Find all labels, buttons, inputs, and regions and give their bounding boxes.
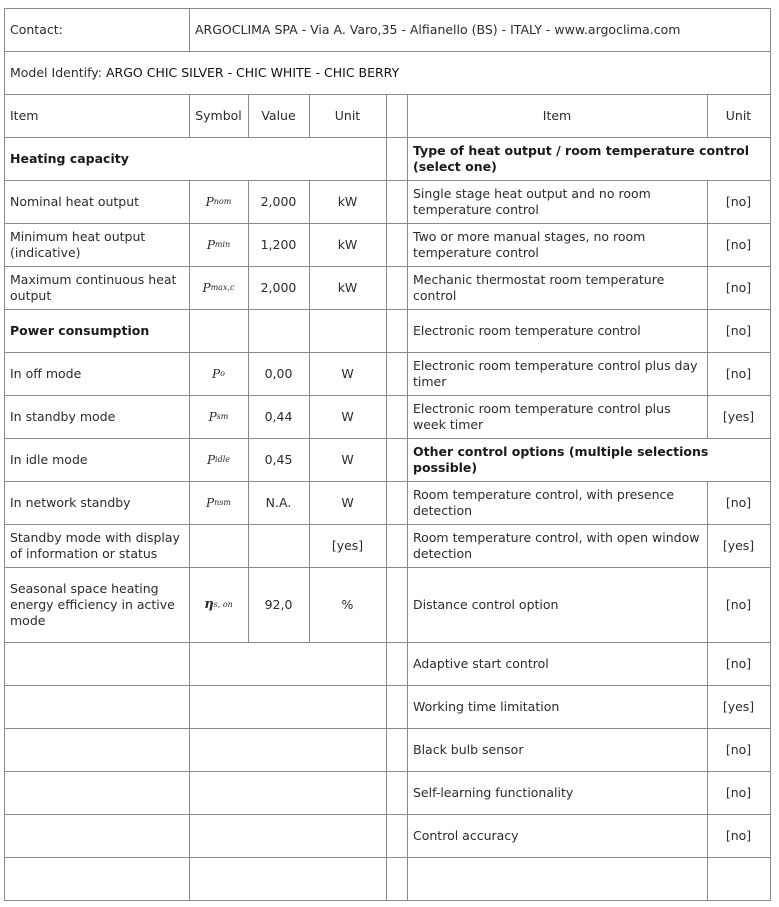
empty-cell xyxy=(189,857,387,901)
left-row-unit: W xyxy=(341,451,354,467)
spacer-cell xyxy=(386,524,408,568)
right-row-item: Room temperature control, with presence detection xyxy=(413,486,675,518)
left-row-value: 92,0 xyxy=(264,596,293,612)
spacer-cell xyxy=(386,180,408,224)
table-cell xyxy=(4,685,190,729)
symbol-subscript: nsm xyxy=(214,497,231,507)
right-row-unit: [no] xyxy=(725,193,752,209)
table-cell xyxy=(189,309,249,353)
right-row-item: Black bulb sensor xyxy=(413,741,524,757)
spacer-cell xyxy=(386,352,408,396)
symbol-base: P xyxy=(202,280,211,295)
spacer-cell xyxy=(386,309,408,353)
right-row-item: Room temperature control, with open window detection xyxy=(413,529,700,561)
left-row-item: In network standby xyxy=(10,494,131,510)
left-row-value: 0,00 xyxy=(264,365,293,381)
header-right-unit: Unit xyxy=(725,107,752,123)
right-row-item: Working time limitation xyxy=(413,698,560,714)
table-cell xyxy=(4,642,190,686)
right-row-unit: [yes] xyxy=(722,537,755,553)
spacer-cell xyxy=(386,771,408,815)
left-row-unit: % xyxy=(341,596,354,612)
section-other-control-options: Other control options (multiple selections possible) xyxy=(413,443,709,475)
symbol-subscript: o xyxy=(220,368,225,378)
left-row-item: In standby mode xyxy=(10,408,116,424)
right-row-item: Two or more manual stages, no room temperature control xyxy=(413,228,646,260)
table-cell xyxy=(4,728,190,772)
spacer-cell xyxy=(386,266,408,310)
spacer-cell xyxy=(386,728,408,772)
section-heating-capacity: Heating capacity xyxy=(10,150,129,166)
spacer-cell xyxy=(386,642,408,686)
left-row-value xyxy=(248,524,309,567)
symbol-subscript: s, on xyxy=(213,599,233,609)
right-row-item: Adaptive start control xyxy=(413,655,549,671)
model-label: Model Identify: xyxy=(10,64,102,80)
left-row-unit: [yes] xyxy=(331,537,364,553)
right-row-item: Electronic room temperature control plus day timer xyxy=(413,357,698,389)
symbol-base: P xyxy=(206,237,215,252)
spacer-cell xyxy=(386,857,408,901)
left-row-item: Standby mode with display of information or status xyxy=(10,529,180,561)
right-row-unit: [no] xyxy=(725,494,752,510)
right-row-unit: [no] xyxy=(725,827,752,843)
header-symbol: Symbol xyxy=(195,107,242,123)
right-row-unit: [no] xyxy=(725,236,752,252)
model-value: ARGO CHIC SILVER - CHIC WHITE - CHIC BERRY xyxy=(106,64,400,80)
table-cell xyxy=(248,309,310,353)
contact-label: Contact: xyxy=(10,21,63,37)
symbol-subscript: max,c xyxy=(210,282,235,292)
empty-cell xyxy=(189,685,387,729)
left-row-unit: W xyxy=(341,408,354,424)
left-row-unit: kW xyxy=(337,279,358,295)
model-identify xyxy=(4,51,770,94)
spacer-cell xyxy=(386,94,408,138)
right-row-item: Control accuracy xyxy=(413,827,519,843)
contact-value: ARGOCLIMA SPA - Via A. Varo,35 - Alfianello (BS) - ITALY - www.argoclima.com xyxy=(195,21,681,37)
header-value: Value xyxy=(261,107,296,123)
left-row-unit: kW xyxy=(337,193,358,209)
right-row-item: Electronic room temperature control xyxy=(413,322,641,338)
left-row-symbol xyxy=(189,438,248,481)
header-right-item: Item xyxy=(542,107,572,123)
left-row-symbol xyxy=(189,567,248,642)
symbol-subscript: idle xyxy=(215,454,231,464)
left-row-item: Maximum continuous heat output xyxy=(10,271,177,303)
left-row-symbol xyxy=(189,481,248,524)
spacer-cell xyxy=(386,685,408,729)
spacer-cell xyxy=(386,481,408,525)
right-row-unit: [no] xyxy=(725,741,752,757)
spacer-cell xyxy=(386,137,408,181)
right-row-unit: [no] xyxy=(725,655,752,671)
left-row-item: Nominal heat output xyxy=(10,193,140,209)
right-row-unit: [yes] xyxy=(722,698,755,714)
symbol-base: P xyxy=(212,366,221,381)
right-row-unit: [no] xyxy=(725,279,752,295)
left-row-symbol xyxy=(189,395,248,438)
empty-cell xyxy=(707,857,771,901)
left-row-unit: W xyxy=(341,365,354,381)
spacer-cell xyxy=(386,395,408,439)
header-item: Item xyxy=(10,107,39,123)
left-row-item: In off mode xyxy=(10,365,82,381)
symbol-base: η xyxy=(204,596,214,612)
empty-cell xyxy=(407,857,708,901)
right-row-unit: [no] xyxy=(725,365,752,381)
spacer-cell xyxy=(386,438,408,482)
left-row-item: In idle mode xyxy=(10,451,88,467)
right-row-unit: [no] xyxy=(725,322,752,338)
section-heat-output-type: Type of heat output / room temperature control (select one) xyxy=(413,142,750,174)
spacer-cell xyxy=(386,814,408,858)
left-row-value: 0,44 xyxy=(264,408,293,424)
left-row-value: 2,000 xyxy=(260,193,297,209)
left-row-item: Minimum heat output (indicative) xyxy=(10,228,146,260)
symbol-subscript: nom xyxy=(213,196,232,206)
left-row-symbol xyxy=(189,352,248,395)
table-cell xyxy=(309,309,387,353)
symbol-base: P xyxy=(208,409,217,424)
right-row-unit: [no] xyxy=(725,784,752,800)
symbol-base: P xyxy=(205,194,214,209)
empty-cell xyxy=(189,814,387,858)
left-row-value: 2,000 xyxy=(260,279,297,295)
left-row-symbol xyxy=(189,266,248,309)
right-row-item: Mechanic thermostat room temperature control xyxy=(413,271,665,303)
right-row-unit: [no] xyxy=(725,596,752,612)
right-row-item: Single stage heat output and no room temperature control xyxy=(413,185,651,217)
left-row-unit: W xyxy=(341,494,354,510)
symbol-subscript: min xyxy=(214,239,231,249)
left-row-item: Seasonal space heating energy efficiency in active mode xyxy=(10,580,175,628)
empty-cell xyxy=(189,771,387,815)
table-cell xyxy=(4,814,190,858)
left-row-symbol xyxy=(189,223,248,266)
right-row-item: Electronic room temperature control plus week timer xyxy=(413,400,671,432)
right-row-item: Distance control option xyxy=(413,596,559,612)
left-row-value: 0,45 xyxy=(264,451,293,467)
table-cell xyxy=(4,771,190,815)
left-row-unit: kW xyxy=(337,236,358,252)
section-power-consumption: Power consumption xyxy=(10,322,150,338)
empty-cell xyxy=(189,728,387,772)
table-cell xyxy=(4,857,190,901)
empty-cell xyxy=(189,642,387,686)
spacer-cell xyxy=(386,223,408,267)
left-row-symbol xyxy=(189,524,248,567)
symbol-base: P xyxy=(206,452,216,467)
symbol-subscript: sm xyxy=(216,411,229,421)
left-row-symbol xyxy=(189,180,248,223)
symbol-base: P xyxy=(206,495,215,510)
header-unit: Unit xyxy=(334,107,361,123)
spacer-cell xyxy=(386,567,408,643)
left-row-value: 1,200 xyxy=(260,236,297,252)
left-row-value: N.A. xyxy=(265,494,292,510)
right-row-unit: [yes] xyxy=(722,408,755,424)
right-row-item: Self-learning functionality xyxy=(413,784,574,800)
